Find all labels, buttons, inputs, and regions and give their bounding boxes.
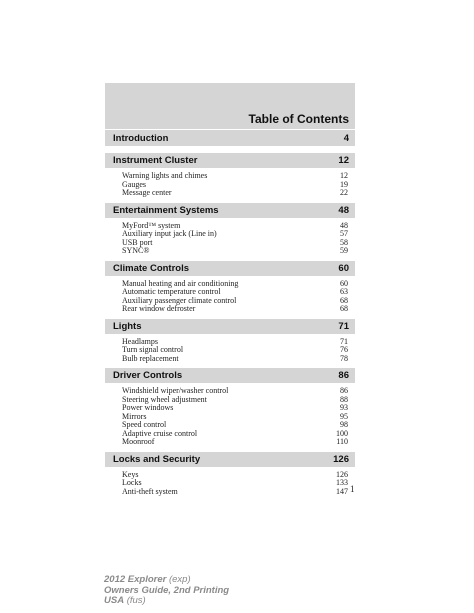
toc-entry[interactable] — [105, 438, 355, 447]
section-introduction[interactable] — [105, 129, 355, 146]
section-items — [105, 467, 355, 501]
entry-label: Gauges — [122, 179, 146, 189]
section-page: 4 — [343, 132, 349, 144]
entry-label: Anti-theft system — [122, 486, 178, 496]
toc-entry[interactable] — [105, 305, 355, 314]
entry-label: USB port — [122, 237, 153, 247]
entry-page: 133 — [336, 478, 348, 487]
entry-label: SYNC® — [122, 246, 150, 255]
entry-label: MyFord™ system — [122, 220, 181, 230]
entry-label: Keys — [122, 469, 139, 479]
entry-page: 110 — [336, 437, 348, 446]
entry-page: 100 — [336, 428, 348, 438]
section-page: 126 — [333, 453, 349, 465]
section-title: Lights — [113, 320, 142, 332]
entry-label: Message center — [122, 188, 172, 197]
page-title: Table of Contents — [248, 112, 349, 126]
entry-page: 126 — [336, 469, 348, 479]
footer-model: 2012 Explorer — [104, 574, 167, 585]
toc-entry[interactable] — [105, 471, 355, 480]
section-title: Driver Controls — [113, 370, 183, 381]
page-number: 1 — [350, 484, 355, 494]
footer — [104, 575, 229, 607]
section-items — [105, 218, 355, 260]
section-locks-and-security[interactable] — [105, 451, 355, 467]
section-entertainment-systems[interactable] — [105, 202, 355, 218]
section-items — [105, 276, 355, 318]
section-title: Entertainment Systems — [113, 204, 219, 216]
entry-label: Warning lights and chimes — [122, 171, 208, 180]
toc-entry[interactable] — [105, 355, 355, 364]
entry-label: Windshield wiper/washer control — [122, 386, 229, 395]
entry-label: Mirrors — [122, 411, 147, 421]
entry-label: Rear window defroster — [122, 304, 196, 313]
toc-entry[interactable] — [105, 488, 355, 497]
section-lights[interactable] — [105, 318, 355, 334]
toc-entry[interactable] — [105, 247, 355, 256]
section-page: 71 — [338, 320, 349, 332]
toc-body — [105, 129, 355, 500]
section-items — [105, 334, 355, 368]
entry-label: Power windows — [122, 403, 174, 412]
entry-label: Moonroof — [122, 437, 155, 446]
entry-page: 22 — [340, 188, 348, 197]
entry-page: 68 — [340, 304, 348, 313]
entry-page: 19 — [340, 179, 348, 189]
entry-page: 93 — [340, 403, 348, 412]
section-instrument-cluster[interactable] — [105, 152, 355, 168]
section-page: 12 — [338, 155, 349, 166]
entry-page: 78 — [340, 353, 348, 363]
entry-page: 76 — [340, 345, 348, 354]
entry-page: 58 — [340, 237, 348, 247]
section-title: Climate Controls — [113, 262, 190, 274]
section-driver-controls[interactable] — [105, 367, 355, 383]
section-page: 60 — [338, 262, 349, 274]
section-title: Locks and Security — [113, 453, 201, 465]
entry-page: 86 — [340, 386, 348, 395]
entry-label: Bulb replacement — [122, 353, 179, 363]
section-title: Instrument Cluster — [113, 155, 198, 166]
section-climate-controls[interactable] — [105, 260, 355, 276]
entry-label: Steering wheel adjustment — [122, 394, 207, 404]
entry-page: 95 — [340, 411, 348, 421]
footer-line-1 — [104, 575, 229, 586]
entry-page: 63 — [340, 287, 348, 296]
entry-label: Auxiliary passenger climate control — [122, 295, 237, 305]
entry-label: Automatic temperature control — [122, 287, 221, 296]
entry-page: 59 — [340, 246, 348, 255]
entry-page: 98 — [340, 420, 348, 429]
section-page: 86 — [338, 370, 349, 381]
section-page: 48 — [338, 204, 349, 216]
entry-label: Auxiliary input jack (Line in) — [122, 229, 217, 238]
section-title: Introduction — [113, 132, 169, 144]
toc-header — [105, 83, 355, 129]
footer-line-2: Owners Guide, 2nd Printing — [104, 584, 230, 596]
entry-page: 68 — [340, 295, 348, 305]
entry-label: Speed control — [122, 420, 167, 429]
footer-line-3 — [104, 596, 229, 607]
entry-label: Locks — [122, 478, 142, 487]
entry-page: 60 — [340, 278, 348, 288]
entry-page: 71 — [340, 336, 348, 346]
entry-page: 88 — [340, 394, 348, 404]
entry-label: Headlamps — [122, 336, 158, 346]
entry-page: 12 — [340, 171, 348, 180]
entry-label: Turn signal control — [122, 345, 184, 354]
entry-page: 147 — [336, 486, 348, 496]
entry-page: 48 — [340, 220, 348, 230]
footer-model-code: (exp) — [168, 574, 191, 585]
section-items — [105, 168, 355, 202]
section-items — [105, 383, 355, 451]
entry-label: Manual heating and air conditioning — [122, 278, 239, 288]
entry-label: Adaptive cruise control — [122, 428, 198, 438]
entry-page: 57 — [340, 229, 348, 238]
toc-entry[interactable] — [105, 189, 355, 198]
footer-market: USA — [104, 595, 125, 606]
footer-market-code: (fus) — [126, 595, 146, 606]
